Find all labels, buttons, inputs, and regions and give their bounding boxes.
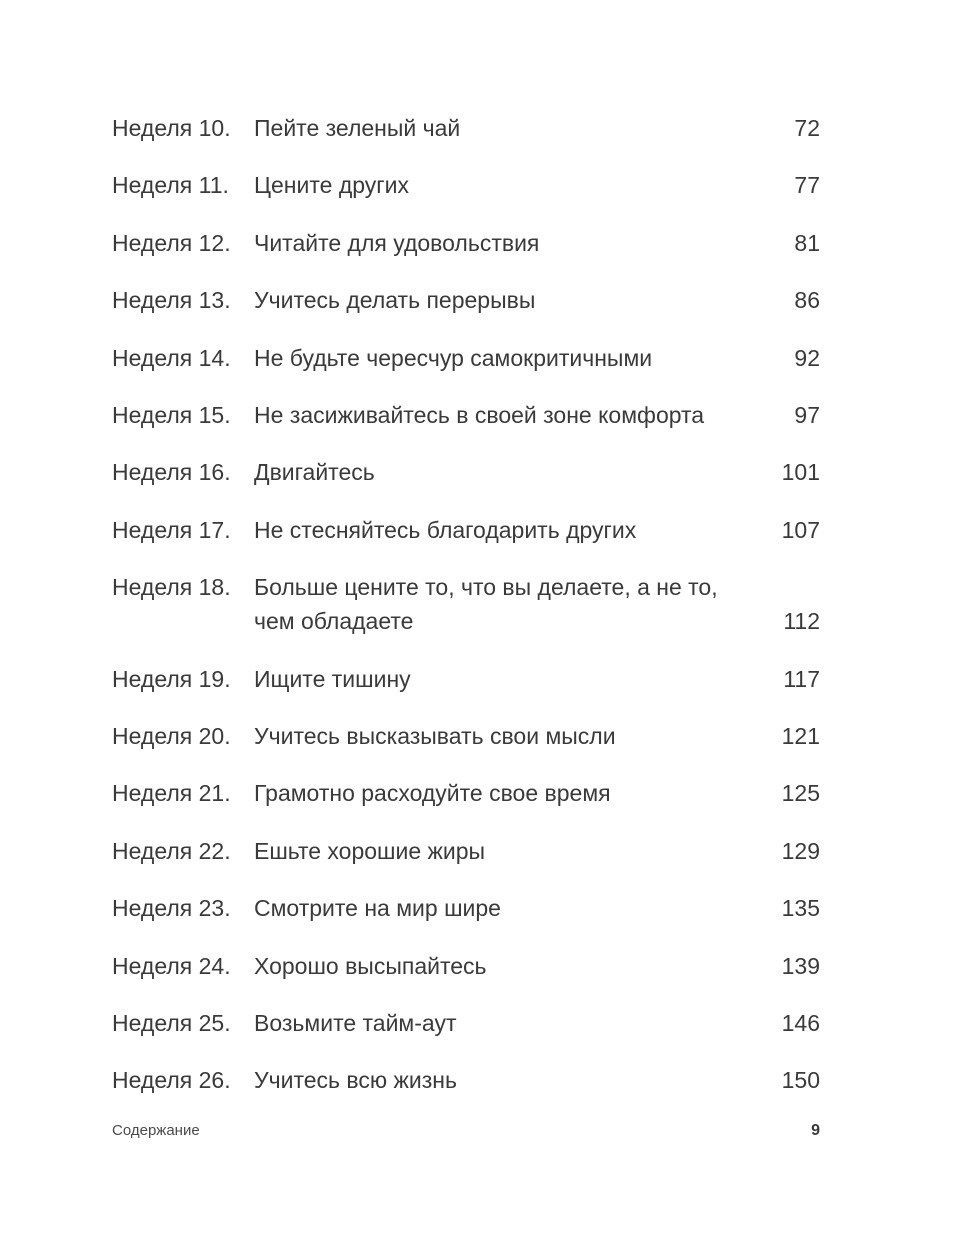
toc-week-label: Неделя 16. — [112, 459, 231, 486]
toc-chapter-title-line: Цените других — [254, 172, 410, 199]
toc-chapter-title — [254, 341, 714, 375]
toc-week-label: Неделя 11. — [112, 172, 229, 199]
toc-chapter-title-line: Смотрите на мир шире — [254, 895, 501, 922]
toc-chapter-title — [254, 834, 714, 868]
toc-page-number: 129 — [781, 837, 820, 864]
toc-week-label: Неделя 23. — [112, 895, 231, 922]
toc-week-label: Неделя 25. — [112, 1010, 231, 1036]
toc-chapter-title — [254, 662, 714, 696]
toc-week-label: Неделя 15. — [112, 402, 231, 428]
toc-chapter-title — [254, 891, 714, 925]
toc-chapter-title-line: Читайте для удовольствия — [254, 229, 540, 256]
toc-chapter-title — [254, 1063, 714, 1097]
toc-chapter-title — [254, 513, 714, 547]
toc-page-number: 72 — [794, 115, 820, 141]
toc-chapter-title — [254, 570, 718, 638]
toc-week-label: Неделя 19. — [112, 665, 231, 692]
toc-page-number: 146 — [781, 1010, 820, 1036]
toc-page-number: 107 — [781, 516, 820, 543]
toc-week-label: Неделя 14. — [112, 344, 231, 371]
toc-chapter-title — [254, 776, 714, 810]
toc-chapter-title — [254, 949, 714, 983]
toc-week-label: Неделя 26. — [112, 1067, 231, 1094]
toc-page-number: 112 — [783, 608, 820, 635]
toc-chapter-title-line: Больше цените то, что вы делаете, а не то, — [254, 574, 718, 601]
toc-chapter-title-line: Учитесь всю жизнь — [254, 1067, 457, 1094]
toc-chapter-title-line: Не засиживайтесь в своей зоне комфорта — [254, 402, 705, 428]
toc-chapter-title — [254, 1006, 714, 1040]
toc-chapter-title-line: Учитесь делать перерывы — [254, 287, 536, 314]
toc-chapter-title-line: Ешьте хорошие жиры — [254, 837, 486, 864]
toc-chapter-title — [254, 226, 714, 260]
toc-chapter-title-line: Учитесь высказывать свои мысли — [254, 723, 616, 749]
toc-page-number: 125 — [781, 780, 820, 807]
toc-chapter-title-line: чем обладаете — [254, 608, 414, 635]
toc-page-number: 117 — [783, 665, 820, 692]
toc-week-label: Неделя 18. — [112, 574, 231, 601]
running-footer-section: Содержание — [112, 1122, 200, 1139]
toc-week-label: Неделя 10. — [112, 115, 231, 141]
toc-page-number: 86 — [794, 287, 820, 314]
toc-chapter-title-line: Грамотно расходуйте свое время — [254, 780, 611, 807]
toc-chapter-title — [254, 111, 714, 145]
toc-chapter-title — [254, 168, 714, 202]
toc-chapter-title-line: Хорошо высыпайтесь — [254, 952, 487, 979]
toc-week-label: Неделя 24. — [112, 952, 231, 979]
toc-page-number: 97 — [794, 402, 820, 428]
toc-chapter-title-line: Двигайтесь — [254, 459, 375, 486]
toc-chapter-title-line: Ищите тишину — [254, 665, 411, 692]
toc-week-label: Неделя 21. — [112, 780, 231, 807]
toc-page-number: 150 — [781, 1067, 820, 1094]
toc-page-number: 101 — [781, 459, 820, 486]
toc-week-label: Неделя 20. — [112, 723, 231, 749]
page-number: 9 — [811, 1122, 820, 1139]
toc-chapter-title — [254, 398, 714, 432]
toc-week-label: Неделя 17. — [112, 516, 231, 543]
toc-chapter-title — [254, 455, 714, 489]
toc-page-number: 139 — [781, 952, 820, 979]
toc-week-label: Неделя 12. — [112, 229, 231, 256]
toc-page-number: 135 — [781, 895, 820, 922]
toc-page-number: 121 — [781, 723, 820, 749]
toc-chapter-title — [254, 719, 714, 753]
toc-page-number: 81 — [794, 229, 820, 256]
toc-chapter-title-line: Пейте зеленый чай — [254, 115, 461, 141]
toc-week-label: Неделя 13. — [112, 287, 231, 314]
toc-chapter-title — [254, 283, 714, 317]
toc-week-label: Неделя 22. — [112, 837, 231, 864]
toc-chapter-title-line: Не стесняйтесь благодарить других — [254, 516, 637, 543]
toc-page-number: 92 — [794, 344, 820, 371]
toc-page-number: 77 — [794, 172, 820, 199]
toc-chapter-title-line: Не будьте чересчур самокритичными — [254, 344, 653, 371]
toc-chapter-title-line: Возьмите тайм-аут — [254, 1010, 457, 1036]
